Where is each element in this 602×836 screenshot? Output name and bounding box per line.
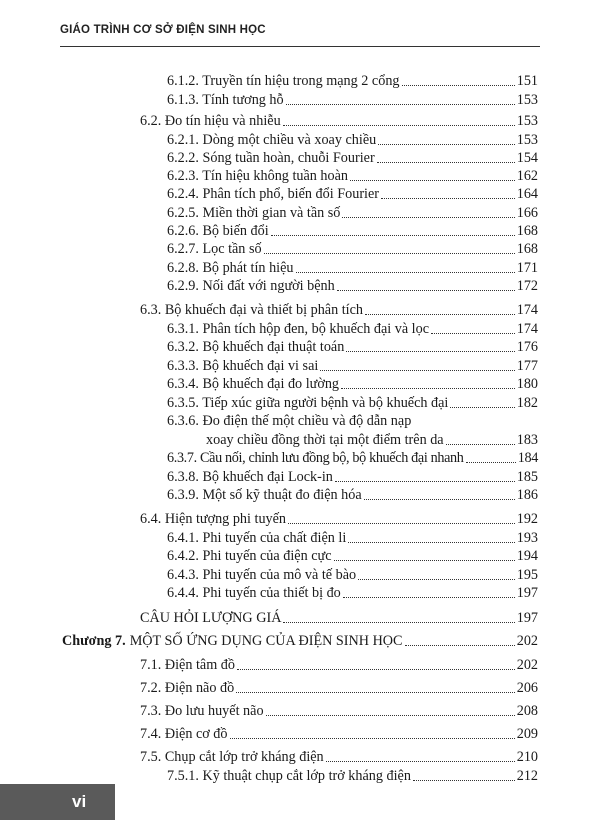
toc-entry[interactable]: 6.4.3. Phi tuyến của mô và tế bào 195 [167, 567, 538, 583]
toc-entry[interactable]: 6.2.5. Miền thời gian và tần số 166 [167, 205, 538, 221]
toc-entry[interactable]: 6.2.4. Phân tích phổ, biến đổi Fourier 164 [167, 186, 538, 202]
toc-entry[interactable]: 6.2.8. Bộ phát tín hiệu 171 [167, 260, 538, 276]
toc-entry[interactable]: 6.3.9. Một số kỹ thuật đo điện hóa 186 [167, 487, 538, 503]
toc-entry[interactable]: 6.2.6. Bộ biến đổi 168 [167, 223, 538, 239]
toc-entry[interactable]: 6.2. Đo tín hiệu và nhiễu 153 [140, 113, 538, 129]
toc-entry[interactable]: 6.3.4. Bộ khuếch đại đo lường 180 [167, 376, 538, 392]
toc-entry[interactable]: 6.3.8. Bộ khuếch đại Lock-in 185 [167, 469, 538, 485]
toc-entry[interactable]: 6.3.1. Phân tích hộp đen, bộ khuếch đại và lọc 174 [167, 321, 538, 337]
toc-entry-line[interactable]: 6.3.6. Đo điện thế một chiều và độ dẫn nạp [167, 413, 412, 429]
toc-chapter-entry[interactable]: Chương 7. MỘT SỐ ỨNG DỤNG CỦA ĐIỆN SINH HỌC 202 [62, 633, 538, 649]
toc-entry[interactable]: 7.5. Chụp cắt lớp trở kháng điện 210 [140, 749, 538, 765]
toc-entry[interactable]: 6.4.4. Phi tuyến của thiết bị đo 197 [167, 585, 538, 601]
page-number: vi [72, 792, 87, 811]
toc-entry[interactable]: 7.1. Điện tâm đồ 202 [140, 657, 538, 673]
toc-entry[interactable]: 6.1.3. Tính tương hỗ 153 [167, 92, 538, 108]
toc-entry[interactable]: 6.3.5. Tiếp xúc giữa người bệnh và bộ khuếch đại 182 [167, 395, 538, 411]
page-number-badge [0, 784, 115, 820]
toc-entry[interactable]: 6.2.9. Nối đất với người bệnh 172 [167, 278, 538, 294]
toc-entry[interactable]: 6.2.7. Lọc tần số 168 [167, 241, 538, 257]
toc-entry[interactable]: 6.3.2. Bộ khuếch đại thuật toán 176 [167, 339, 538, 355]
toc-entry[interactable]: 6.3.3. Bộ khuếch đại vi sai 177 [167, 358, 538, 374]
toc-entry[interactable]: CÂU HỎI LƯỢNG GIÁ 197 [140, 610, 538, 626]
toc-entry[interactable]: 6.2.3. Tín hiệu không tuần hoàn 162 [167, 168, 538, 184]
toc-entry[interactable]: xoay chiều đồng thời tại một điểm trên da 183 [206, 432, 538, 448]
toc-entry[interactable]: 6.2.2. Sóng tuần hoàn, chuỗi Fourier 154 [167, 150, 538, 166]
header-rule [60, 46, 540, 47]
toc-entry[interactable]: 6.4.2. Phi tuyến của điện cực 194 [167, 548, 538, 564]
running-header: GIÁO TRÌNH CƠ SỞ ĐIỆN SINH HỌC [60, 24, 266, 36]
toc-entry[interactable]: 7.4. Điện cơ đồ 209 [140, 726, 538, 742]
toc-entry[interactable]: 6.2.1. Dòng một chiều và xoay chiều 153 [167, 132, 538, 148]
toc-entry[interactable]: 6.1.2. Truyền tín hiệu trong mạng 2 cổng 151 [167, 73, 538, 89]
toc-entry[interactable]: 7.3. Đo lưu huyết não 208 [140, 703, 538, 719]
toc-entry[interactable]: 7.5.1. Kỹ thuật chụp cắt lớp trở kháng điện 212 [167, 768, 538, 784]
toc-entry[interactable]: 6.3. Bộ khuếch đại và thiết bị phân tích 174 [140, 302, 538, 318]
toc-entry[interactable]: 6.4.1. Phi tuyến của chất điện li 193 [167, 530, 538, 546]
toc-entry[interactable]: 6.3.7. Cầu nối, chỉnh lưu đồng bộ, bộ khuếch đại nhanh 184 [167, 450, 538, 466]
toc-entry[interactable]: 7.2. Điện não đồ 206 [140, 680, 538, 696]
toc-entry[interactable]: 6.4. Hiện tượng phi tuyến 192 [140, 511, 538, 527]
